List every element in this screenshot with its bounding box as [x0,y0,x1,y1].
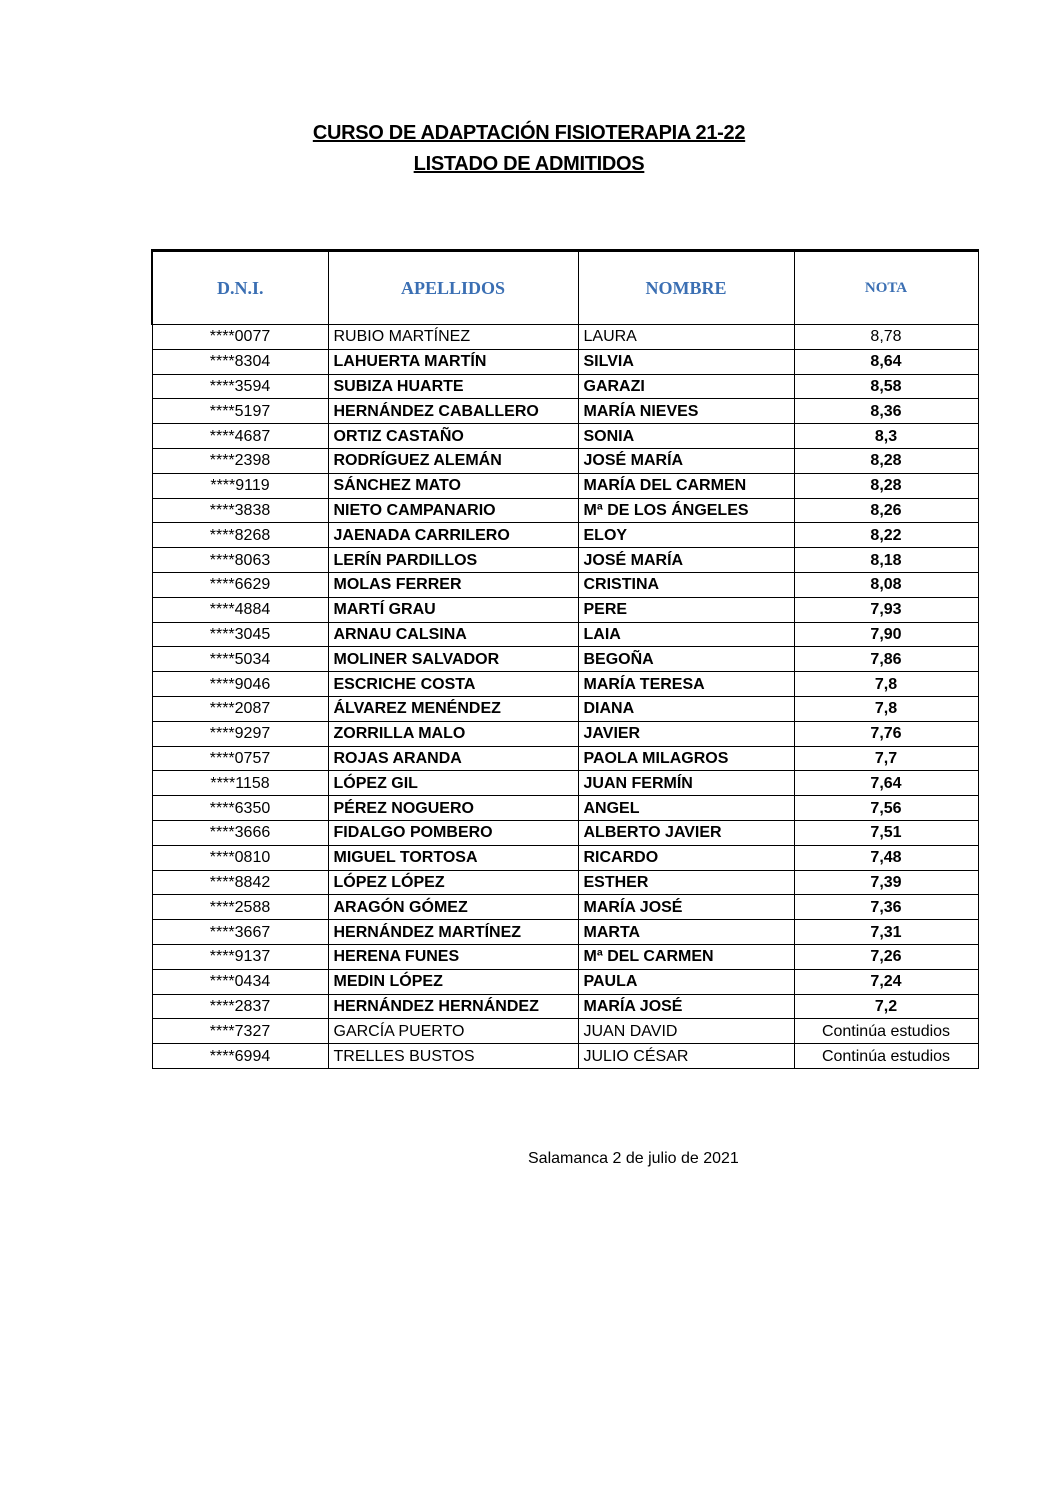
table-row [152,796,978,821]
table-row [152,597,978,622]
table-row [152,572,978,597]
dni-cell: ****6629 [152,572,328,597]
dni-cell: ****8842 [152,870,328,895]
nombre-cell: PAOLA MILAGROS [578,746,794,771]
dni-cell: ****7327 [152,1019,328,1044]
apellidos-cell: JAENADA CARRILERO [328,523,578,548]
nombre-cell: JUAN DAVID [578,1019,794,1044]
dni-cell: ****9297 [152,721,328,746]
admitted-list-table [151,249,979,1069]
nota-cell: 7,48 [794,845,978,870]
apellidos-cell: HERNÁNDEZ HERNÁNDEZ [328,994,578,1019]
nombre-cell: MARÍA JOSÉ [578,994,794,1019]
table-row [152,349,978,374]
nota-cell: 8,36 [794,399,978,424]
table-row [152,374,978,399]
nota-cell: 7,90 [794,622,978,647]
apellidos-cell: MOLAS FERRER [328,572,578,597]
apellidos-cell: HERNÁNDEZ MARTÍNEZ [328,920,578,945]
apellidos-cell: MIGUEL TORTOSA [328,845,578,870]
apellidos-cell: ORTIZ CASTAÑO [328,424,578,449]
table-row [152,523,978,548]
apellidos-cell: SUBIZA HUARTE [328,374,578,399]
table-row [152,448,978,473]
nombre-cell: PAULA [578,969,794,994]
nota-cell: 7,56 [794,796,978,821]
table-row [152,548,978,573]
nombre-cell: CRISTINA [578,572,794,597]
nota-cell: 8,18 [794,548,978,573]
dni-cell: ****2087 [152,696,328,721]
dni-cell: ****9137 [152,944,328,969]
table-row [152,647,978,672]
nombre-cell: ELOY [578,523,794,548]
nota-cell: 7,26 [794,944,978,969]
dni-cell: ****3667 [152,920,328,945]
apellidos-cell: ÁLVAREZ MENÉNDEZ [328,696,578,721]
table-row [152,622,978,647]
nota-cell: 7,51 [794,820,978,845]
dni-cell: ****0434 [152,969,328,994]
nota-cell: 8,28 [794,448,978,473]
apellidos-cell: TRELLES BUSTOS [328,1044,578,1069]
apellidos-cell: HERNÁNDEZ CABALLERO [328,399,578,424]
nota-cell: Continúa estudios [794,1019,978,1044]
dni-cell: ****3045 [152,622,328,647]
dni-cell: ****0810 [152,845,328,870]
table-row [152,498,978,523]
dni-cell: ****0757 [152,746,328,771]
dni-cell: ****4687 [152,424,328,449]
apellidos-cell: ARAGÓN GÓMEZ [328,895,578,920]
apellidos-cell: LAHUERTA MARTÍN [328,349,578,374]
nombre-cell: MARÍA NIEVES [578,399,794,424]
nota-cell: 7,2 [794,994,978,1019]
table-row [152,746,978,771]
table-row [152,994,978,1019]
nombre-cell: MARÍA DEL CARMEN [578,473,794,498]
nombre-cell: ANGEL [578,796,794,821]
nombre-cell: GARAZI [578,374,794,399]
dni-cell: ****4884 [152,597,328,622]
nombre-cell: JUAN FERMÍN [578,771,794,796]
nombre-cell: LAIA [578,622,794,647]
table-row [152,944,978,969]
nombre-cell: MARÍA JOSÉ [578,895,794,920]
table-row [152,721,978,746]
nombre-cell: JULIO CÉSAR [578,1044,794,1069]
document-title: CURSO DE ADAPTACIÓN FISIOTERAPIA 21-22 [312,122,746,144]
nota-cell: 7,39 [794,870,978,895]
nombre-cell: LAURA [578,325,794,350]
dni-cell: ****2398 [152,448,328,473]
nota-cell: 7,36 [794,895,978,920]
table-row [152,1044,978,1069]
apellidos-cell: LERÍN PARDILLOS [328,548,578,573]
apellidos-cell: LÓPEZ LÓPEZ [328,870,578,895]
nota-cell: 7,76 [794,721,978,746]
table-row [152,771,978,796]
column-header-dni: D.N.I. [152,251,328,325]
nota-cell: 8,26 [794,498,978,523]
apellidos-cell: PÉREZ NOGUERO [328,796,578,821]
nota-cell: 8,28 [794,473,978,498]
apellidos-cell: MEDIN LÓPEZ [328,969,578,994]
nombre-cell: ESTHER [578,870,794,895]
table-row [152,325,978,350]
nombre-cell: RICARDO [578,845,794,870]
nombre-cell: JOSÉ MARÍA [578,548,794,573]
table-row [152,969,978,994]
table-row [152,920,978,945]
table-row [152,672,978,697]
nota-cell: 8,78 [794,325,978,350]
nota-cell: 8,08 [794,572,978,597]
nota-cell: 7,93 [794,597,978,622]
column-header-nombre: NOMBRE [578,251,794,325]
apellidos-cell: NIETO CAMPANARIO [328,498,578,523]
nota-cell: 7,86 [794,647,978,672]
apellidos-cell: MARTÍ GRAU [328,597,578,622]
apellidos-cell: HERENA FUNES [328,944,578,969]
nota-cell: 8,64 [794,349,978,374]
nota-cell: 7,8 [794,672,978,697]
dni-cell: ****8304 [152,349,328,374]
table-row [152,1019,978,1044]
table-row [152,870,978,895]
nombre-cell: DIANA [578,696,794,721]
dni-cell: ****3666 [152,820,328,845]
nombre-cell: JAVIER [578,721,794,746]
apellidos-cell: ROJAS ARANDA [328,746,578,771]
nombre-cell: SILVIA [578,349,794,374]
apellidos-cell: GARCÍA PUERTO [328,1019,578,1044]
dni-cell: ****6994 [152,1044,328,1069]
dni-cell: ****5034 [152,647,328,672]
nota-cell: 7,8 [794,696,978,721]
apellidos-cell: ZORRILLA MALO [328,721,578,746]
nota-cell: 8,22 [794,523,978,548]
table-row [152,424,978,449]
document-subtitle: LISTADO DE ADMITIDOS [413,153,645,175]
dni-cell: ****0077 [152,325,328,350]
dni-cell: ****3838 [152,498,328,523]
nota-cell: 8,3 [794,424,978,449]
nota-cell: 7,64 [794,771,978,796]
dni-cell: ****1158 [152,771,328,796]
nombre-cell: JOSÉ MARÍA [578,448,794,473]
nota-cell: 8,58 [794,374,978,399]
table-row [152,696,978,721]
table-row [152,473,978,498]
table-header-row [152,251,978,325]
apellidos-cell: MOLINER SALVADOR [328,647,578,672]
nota-cell: 7,7 [794,746,978,771]
dni-cell: ****9119 [152,473,328,498]
apellidos-cell: FIDALGO POMBERO [328,820,578,845]
dni-cell: ****2837 [152,994,328,1019]
nota-cell: Continúa estudios [794,1044,978,1069]
nota-cell: 7,31 [794,920,978,945]
nombre-cell: ALBERTO JAVIER [578,820,794,845]
dni-cell: ****8268 [152,523,328,548]
table-row [152,399,978,424]
nombre-cell: SONIA [578,424,794,449]
apellidos-cell: SÁNCHEZ MATO [328,473,578,498]
apellidos-cell: RUBIO MARTÍNEZ [328,325,578,350]
apellidos-cell: ESCRICHE COSTA [328,672,578,697]
footer-date: Salamanca 2 de julio de 2021 [528,1150,739,1167]
column-header-nota: NOTA [794,251,978,325]
nombre-cell: MARÍA TERESA [578,672,794,697]
table-row [152,845,978,870]
nombre-cell: Mª DE LOS ÁNGELES [578,498,794,523]
dni-cell: ****5197 [152,399,328,424]
apellidos-cell: ARNAU CALSINA [328,622,578,647]
dni-cell: ****3594 [152,374,328,399]
nombre-cell: BEGOÑA [578,647,794,672]
table-row [152,895,978,920]
apellidos-cell: RODRÍGUEZ ALEMÁN [328,448,578,473]
dni-cell: ****8063 [152,548,328,573]
dni-cell: ****2588 [152,895,328,920]
nota-cell: 7,24 [794,969,978,994]
nombre-cell: MARTA [578,920,794,945]
column-header-apellidos: APELLIDOS [328,251,578,325]
dni-cell: ****9046 [152,672,328,697]
nombre-cell: Mª DEL CARMEN [578,944,794,969]
apellidos-cell: LÓPEZ GIL [328,771,578,796]
table-row [152,820,978,845]
dni-cell: ****6350 [152,796,328,821]
nombre-cell: PERE [578,597,794,622]
